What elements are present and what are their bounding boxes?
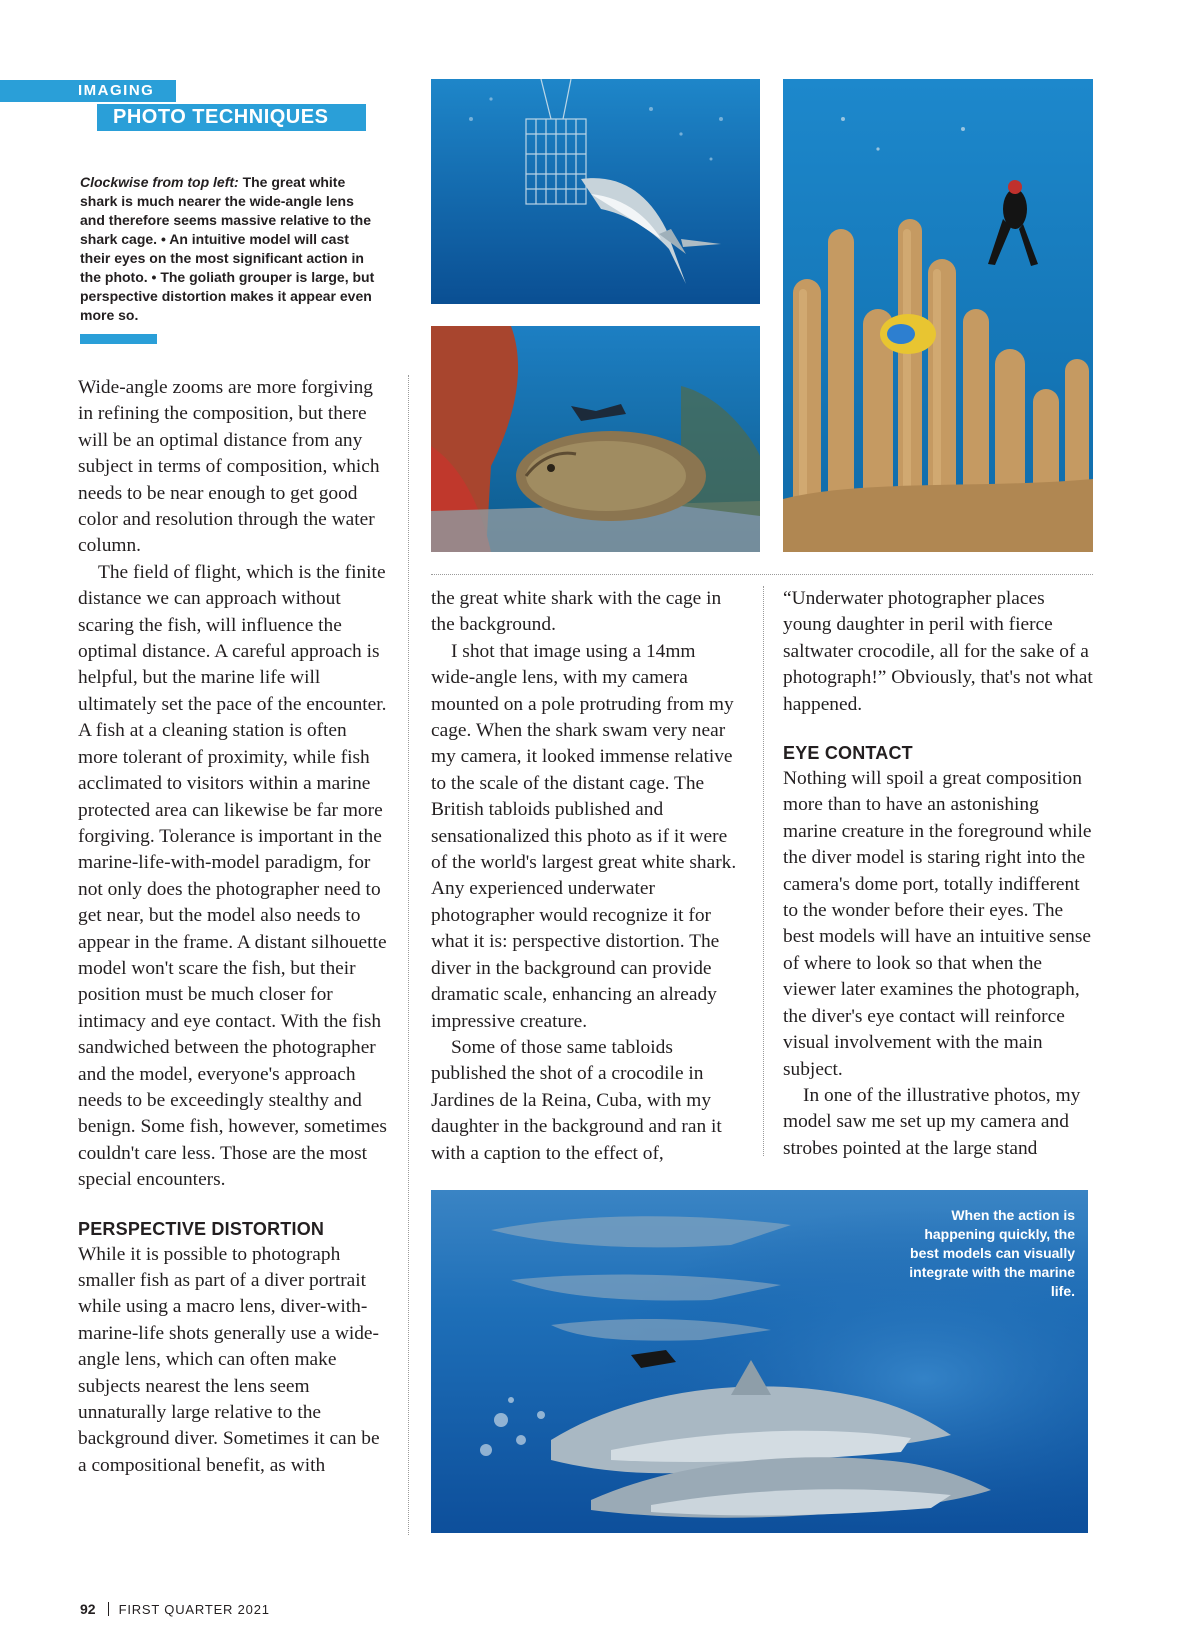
column-divider-right [763, 586, 764, 1156]
column-title: PHOTO TECHNIQUES [97, 104, 366, 131]
footer-separator [108, 1602, 109, 1616]
photo-caption-top [80, 173, 375, 325]
paragraph: In one of the illustrative photos, my model saw me set up my camera and strobes pointed at the large stand [783, 1084, 1081, 1159]
column-divider-left [408, 375, 409, 1535]
paragraph: I shot that image using a 14mm wide-angle lens, with my camera mounted on a pole protruding from my cage. When the shark swam very near my camera, it looked immense relative to the scale of the distant cage. The British tabloids published and sensationalized this photo as if it were of the world's largest great white shark. Any experienced underwater photographer would recognize it for what it is: perspective distortion. The diver in the background can provide dramatic scale, enhancing an already impressive creature. [431, 640, 737, 1032]
caption-text: The great white shark is much nearer the wide-angle lens and therefore seems massive relative to the shark cage. • An intuitive model will cast their eyes on the most significant action in the photo. • The goliath grouper is large, but perspective distortion makes it appear even more so. [80, 174, 375, 323]
article-column-1 [78, 375, 388, 1479]
page-footer [80, 1601, 270, 1617]
paragraph: Some of those same tabloids published the shot of a crocodile in Jardines de la Reina, Cuba, with my daughter in the background and ran it with a caption to the effect of, [431, 1036, 722, 1164]
page-number: 92 [80, 1601, 96, 1617]
dolphins-caption: When the action is happening quickly, the best models can visually integrate with the marine life. [909, 1207, 1075, 1299]
caption-accent-bar [80, 334, 157, 344]
article-column-3 [783, 586, 1093, 1162]
paragraph: While it is possible to photograph smaller fish as part of a diver portrait while using a macro lens, diver-with-marine-life shots generally use a wide-angle lens, which can often make subjects nearest the lens seem unnaturally large relative to the background diver. Sometimes it can be a compositional benefit, as with [78, 1243, 380, 1476]
paragraph: “Underwater photographer places young daughter in peril with fierce saltwater crocodile, all for the sake of a photograph!” Obviously, that's not what happened. [783, 588, 1093, 715]
issue-label: FIRST QUARTER 2021 [118, 1602, 270, 1617]
column-divider-horizontal [431, 574, 1093, 575]
article-column-2 [431, 586, 741, 1167]
paragraph: the great white shark with the cage in the background. [431, 588, 722, 636]
paragraph: Nothing will spoil a great composition more than to have an astonishing marine creature in the foreground while the diver model is staring right into the camera's dome port, totally indifferent to the wonder before their eyes. The best models will have an intuitive sense of where to look so that when the viewer later examines the photograph, the diver's eye contact will reinforce visual involvement with the main subject. [783, 768, 1092, 1080]
shark-cage-photo [431, 79, 760, 304]
section-tag: IMAGING [0, 80, 176, 102]
paragraph: Wide-angle zooms are more forgiving in refining the composition, but there will be an optimal distance from any subject in terms of composition, which needs to be near enough to get good color and resolution through the water column. [78, 377, 380, 557]
coral-diver-photo [783, 79, 1093, 552]
goliath-grouper-photo [431, 326, 760, 552]
subheading-perspective-distortion: PERSPECTIVE DISTORTION [78, 1218, 325, 1239]
paragraph: The field of flight, which is the finite distance we can approach without scaring the fish, will influence the optimal distance. A careful approach is helpful, but the marine life will ultimately set the pace of the encounter. A fish at a cleaning station is often more tolerant of proximity, while fish acclimated to visitors within a marine protected area can likewise be far more forgiving. Tolerance is important in the marine-life-with-model paradigm, for not only does the photographer need to get near, but the model also needs to appear in the frame. A distant silhouette model won't scare the fish, but their position must be much closer for intimacy and eye contact. With the fish sandwiched between the photographer and the model, everyone's approach needs to be exceedingly stealthy and benign. Some fish, however, sometimes couldn't care less. Those are the most special encounters. [78, 561, 387, 1191]
caption-lead: Clockwise from top left: [80, 174, 239, 190]
subheading-eye-contact: EYE CONTACT [783, 743, 913, 764]
